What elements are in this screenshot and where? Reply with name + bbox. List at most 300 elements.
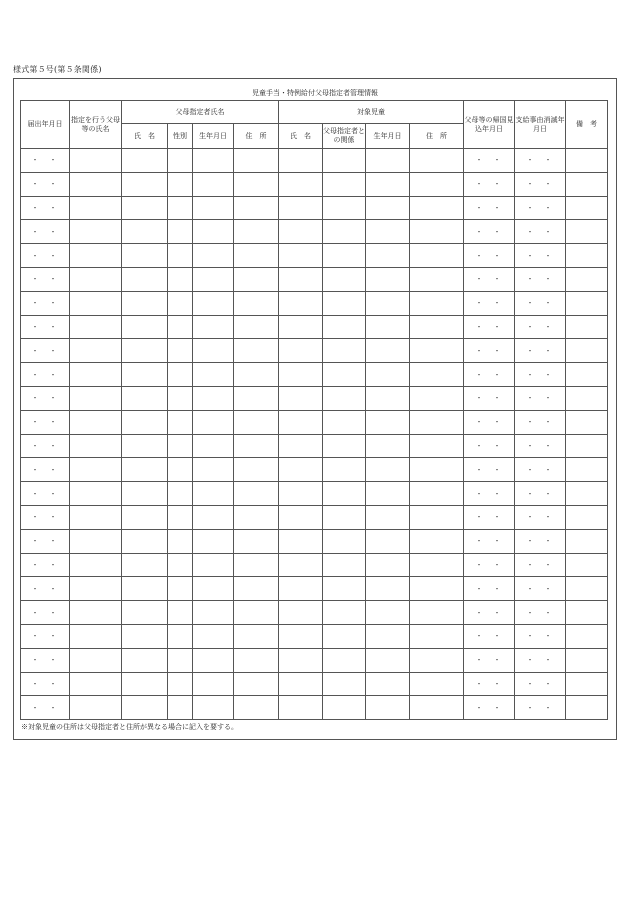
entry-cell[interactable]: [193, 291, 234, 315]
notification-date-cell[interactable]: ・ ・: [21, 648, 70, 672]
entry-cell[interactable]: [70, 196, 122, 220]
notification-date-cell[interactable]: ・ ・: [21, 267, 70, 291]
entry-cell[interactable]: [323, 577, 366, 601]
entry-cell[interactable]: [122, 267, 168, 291]
entry-cell[interactable]: [366, 315, 410, 339]
entry-cell[interactable]: [366, 410, 410, 434]
entry-cell[interactable]: [366, 196, 410, 220]
entry-cell[interactable]: [122, 291, 168, 315]
termination-date-cell[interactable]: ・ ・: [515, 696, 566, 720]
entry-cell[interactable]: [566, 386, 608, 410]
notification-date-cell[interactable]: ・ ・: [21, 363, 70, 387]
entry-cell[interactable]: [234, 672, 279, 696]
entry-cell[interactable]: [366, 339, 410, 363]
entry-cell[interactable]: [410, 172, 464, 196]
entry-cell[interactable]: [366, 458, 410, 482]
entry-cell[interactable]: [234, 648, 279, 672]
entry-cell[interactable]: [566, 672, 608, 696]
return-date-cell[interactable]: ・ ・: [464, 220, 515, 244]
entry-cell[interactable]: [234, 577, 279, 601]
entry-cell[interactable]: [323, 363, 366, 387]
entry-cell[interactable]: [168, 339, 193, 363]
entry-cell[interactable]: [70, 363, 122, 387]
entry-cell[interactable]: [323, 458, 366, 482]
entry-cell[interactable]: [566, 529, 608, 553]
entry-cell[interactable]: [279, 410, 323, 434]
entry-cell[interactable]: [323, 624, 366, 648]
entry-cell[interactable]: [410, 482, 464, 506]
entry-cell[interactable]: [193, 458, 234, 482]
termination-date-cell[interactable]: ・ ・: [515, 482, 566, 506]
entry-cell[interactable]: [122, 624, 168, 648]
entry-cell[interactable]: [193, 410, 234, 434]
entry-cell[interactable]: [70, 244, 122, 268]
entry-cell[interactable]: [234, 458, 279, 482]
return-date-cell[interactable]: ・ ・: [464, 291, 515, 315]
entry-cell[interactable]: [70, 291, 122, 315]
entry-cell[interactable]: [279, 624, 323, 648]
entry-cell[interactable]: [410, 220, 464, 244]
entry-cell[interactable]: [168, 291, 193, 315]
entry-cell[interactable]: [234, 482, 279, 506]
entry-cell[interactable]: [410, 458, 464, 482]
entry-cell[interactable]: [193, 529, 234, 553]
entry-cell[interactable]: [122, 505, 168, 529]
entry-cell[interactable]: [168, 624, 193, 648]
entry-cell[interactable]: [122, 363, 168, 387]
entry-cell[interactable]: [193, 220, 234, 244]
entry-cell[interactable]: [323, 648, 366, 672]
entry-cell[interactable]: [168, 220, 193, 244]
entry-cell[interactable]: [122, 648, 168, 672]
entry-cell[interactable]: [323, 220, 366, 244]
notification-date-cell[interactable]: ・ ・: [21, 577, 70, 601]
termination-date-cell[interactable]: ・ ・: [515, 196, 566, 220]
entry-cell[interactable]: [279, 149, 323, 173]
entry-cell[interactable]: [566, 505, 608, 529]
entry-cell[interactable]: [168, 363, 193, 387]
entry-cell[interactable]: [366, 505, 410, 529]
entry-cell[interactable]: [279, 172, 323, 196]
entry-cell[interactable]: [168, 315, 193, 339]
entry-cell[interactable]: [234, 529, 279, 553]
entry-cell[interactable]: [323, 505, 366, 529]
entry-cell[interactable]: [122, 339, 168, 363]
return-date-cell[interactable]: ・ ・: [464, 267, 515, 291]
entry-cell[interactable]: [70, 553, 122, 577]
entry-cell[interactable]: [323, 172, 366, 196]
entry-cell[interactable]: [410, 386, 464, 410]
return-date-cell[interactable]: ・ ・: [464, 172, 515, 196]
notification-date-cell[interactable]: ・ ・: [21, 624, 70, 648]
entry-cell[interactable]: [279, 434, 323, 458]
entry-cell[interactable]: [566, 339, 608, 363]
entry-cell[interactable]: [323, 696, 366, 720]
entry-cell[interactable]: [168, 434, 193, 458]
entry-cell[interactable]: [193, 648, 234, 672]
termination-date-cell[interactable]: ・ ・: [515, 410, 566, 434]
entry-cell[interactable]: [279, 339, 323, 363]
return-date-cell[interactable]: ・ ・: [464, 149, 515, 173]
termination-date-cell[interactable]: ・ ・: [515, 386, 566, 410]
return-date-cell[interactable]: ・ ・: [464, 624, 515, 648]
entry-cell[interactable]: [122, 149, 168, 173]
return-date-cell[interactable]: ・ ・: [464, 601, 515, 625]
entry-cell[interactable]: [366, 553, 410, 577]
notification-date-cell[interactable]: ・ ・: [21, 220, 70, 244]
entry-cell[interactable]: [122, 601, 168, 625]
entry-cell[interactable]: [366, 244, 410, 268]
entry-cell[interactable]: [279, 220, 323, 244]
termination-date-cell[interactable]: ・ ・: [515, 220, 566, 244]
termination-date-cell[interactable]: ・ ・: [515, 601, 566, 625]
return-date-cell[interactable]: ・ ・: [464, 386, 515, 410]
notification-date-cell[interactable]: ・ ・: [21, 244, 70, 268]
entry-cell[interactable]: [70, 648, 122, 672]
return-date-cell[interactable]: ・ ・: [464, 553, 515, 577]
entry-cell[interactable]: [234, 291, 279, 315]
entry-cell[interactable]: [234, 624, 279, 648]
entry-cell[interactable]: [366, 291, 410, 315]
entry-cell[interactable]: [366, 601, 410, 625]
termination-date-cell[interactable]: ・ ・: [515, 624, 566, 648]
entry-cell[interactable]: [234, 172, 279, 196]
entry-cell[interactable]: [122, 244, 168, 268]
entry-cell[interactable]: [234, 553, 279, 577]
entry-cell[interactable]: [168, 696, 193, 720]
entry-cell[interactable]: [366, 149, 410, 173]
entry-cell[interactable]: [70, 149, 122, 173]
entry-cell[interactable]: [566, 363, 608, 387]
entry-cell[interactable]: [410, 267, 464, 291]
return-date-cell[interactable]: ・ ・: [464, 339, 515, 363]
entry-cell[interactable]: [234, 410, 279, 434]
entry-cell[interactable]: [193, 434, 234, 458]
entry-cell[interactable]: [323, 244, 366, 268]
termination-date-cell[interactable]: ・ ・: [515, 149, 566, 173]
entry-cell[interactable]: [234, 505, 279, 529]
entry-cell[interactable]: [70, 172, 122, 196]
entry-cell[interactable]: [168, 410, 193, 434]
entry-cell[interactable]: [410, 672, 464, 696]
entry-cell[interactable]: [70, 529, 122, 553]
entry-cell[interactable]: [168, 482, 193, 506]
entry-cell[interactable]: [193, 315, 234, 339]
entry-cell[interactable]: [366, 624, 410, 648]
termination-date-cell[interactable]: ・ ・: [515, 363, 566, 387]
entry-cell[interactable]: [193, 363, 234, 387]
entry-cell[interactable]: [279, 553, 323, 577]
entry-cell[interactable]: [168, 648, 193, 672]
entry-cell[interactable]: [566, 624, 608, 648]
entry-cell[interactable]: [193, 672, 234, 696]
entry-cell[interactable]: [566, 696, 608, 720]
notification-date-cell[interactable]: ・ ・: [21, 696, 70, 720]
entry-cell[interactable]: [122, 386, 168, 410]
entry-cell[interactable]: [279, 577, 323, 601]
entry-cell[interactable]: [193, 244, 234, 268]
termination-date-cell[interactable]: ・ ・: [515, 434, 566, 458]
return-date-cell[interactable]: ・ ・: [464, 577, 515, 601]
entry-cell[interactable]: [566, 267, 608, 291]
termination-date-cell[interactable]: ・ ・: [515, 244, 566, 268]
entry-cell[interactable]: [122, 434, 168, 458]
termination-date-cell[interactable]: ・ ・: [515, 553, 566, 577]
entry-cell[interactable]: [279, 601, 323, 625]
termination-date-cell[interactable]: ・ ・: [515, 267, 566, 291]
entry-cell[interactable]: [122, 672, 168, 696]
entry-cell[interactable]: [70, 458, 122, 482]
entry-cell[interactable]: [566, 149, 608, 173]
termination-date-cell[interactable]: ・ ・: [515, 577, 566, 601]
entry-cell[interactable]: [279, 696, 323, 720]
entry-cell[interactable]: [279, 482, 323, 506]
entry-cell[interactable]: [279, 244, 323, 268]
entry-cell[interactable]: [70, 601, 122, 625]
entry-cell[interactable]: [279, 363, 323, 387]
entry-cell[interactable]: [122, 196, 168, 220]
entry-cell[interactable]: [70, 696, 122, 720]
entry-cell[interactable]: [366, 220, 410, 244]
entry-cell[interactable]: [410, 577, 464, 601]
entry-cell[interactable]: [70, 577, 122, 601]
entry-cell[interactable]: [193, 339, 234, 363]
entry-cell[interactable]: [366, 672, 410, 696]
entry-cell[interactable]: [279, 315, 323, 339]
entry-cell[interactable]: [566, 410, 608, 434]
entry-cell[interactable]: [168, 577, 193, 601]
return-date-cell[interactable]: ・ ・: [464, 505, 515, 529]
entry-cell[interactable]: [168, 196, 193, 220]
entry-cell[interactable]: [323, 291, 366, 315]
entry-cell[interactable]: [410, 244, 464, 268]
notification-date-cell[interactable]: ・ ・: [21, 196, 70, 220]
entry-cell[interactable]: [366, 648, 410, 672]
entry-cell[interactable]: [566, 577, 608, 601]
entry-cell[interactable]: [566, 172, 608, 196]
termination-date-cell[interactable]: ・ ・: [515, 648, 566, 672]
entry-cell[interactable]: [234, 434, 279, 458]
entry-cell[interactable]: [410, 434, 464, 458]
return-date-cell[interactable]: ・ ・: [464, 529, 515, 553]
entry-cell[interactable]: [566, 196, 608, 220]
entry-cell[interactable]: [279, 291, 323, 315]
entry-cell[interactable]: [323, 672, 366, 696]
entry-cell[interactable]: [234, 244, 279, 268]
return-date-cell[interactable]: ・ ・: [464, 244, 515, 268]
entry-cell[interactable]: [566, 434, 608, 458]
entry-cell[interactable]: [168, 149, 193, 173]
entry-cell[interactable]: [323, 410, 366, 434]
entry-cell[interactable]: [122, 458, 168, 482]
return-date-cell[interactable]: ・ ・: [464, 458, 515, 482]
entry-cell[interactable]: [410, 410, 464, 434]
entry-cell[interactable]: [122, 529, 168, 553]
entry-cell[interactable]: [168, 672, 193, 696]
termination-date-cell[interactable]: ・ ・: [515, 672, 566, 696]
termination-date-cell[interactable]: ・ ・: [515, 529, 566, 553]
termination-date-cell[interactable]: ・ ・: [515, 505, 566, 529]
termination-date-cell[interactable]: ・ ・: [515, 291, 566, 315]
entry-cell[interactable]: [279, 505, 323, 529]
termination-date-cell[interactable]: ・ ・: [515, 458, 566, 482]
entry-cell[interactable]: [193, 482, 234, 506]
entry-cell[interactable]: [70, 339, 122, 363]
notification-date-cell[interactable]: ・ ・: [21, 601, 70, 625]
entry-cell[interactable]: [410, 363, 464, 387]
entry-cell[interactable]: [566, 291, 608, 315]
entry-cell[interactable]: [323, 149, 366, 173]
notification-date-cell[interactable]: ・ ・: [21, 505, 70, 529]
entry-cell[interactable]: [70, 386, 122, 410]
entry-cell[interactable]: [410, 196, 464, 220]
return-date-cell[interactable]: ・ ・: [464, 315, 515, 339]
entry-cell[interactable]: [193, 553, 234, 577]
entry-cell[interactable]: [410, 553, 464, 577]
notification-date-cell[interactable]: ・ ・: [21, 672, 70, 696]
entry-cell[interactable]: [122, 577, 168, 601]
entry-cell[interactable]: [168, 601, 193, 625]
entry-cell[interactable]: [410, 149, 464, 173]
entry-cell[interactable]: [566, 220, 608, 244]
entry-cell[interactable]: [168, 529, 193, 553]
entry-cell[interactable]: [323, 386, 366, 410]
return-date-cell[interactable]: ・ ・: [464, 196, 515, 220]
entry-cell[interactable]: [168, 244, 193, 268]
entry-cell[interactable]: [70, 482, 122, 506]
entry-cell[interactable]: [168, 553, 193, 577]
entry-cell[interactable]: [279, 672, 323, 696]
entry-cell[interactable]: [566, 648, 608, 672]
entry-cell[interactable]: [193, 624, 234, 648]
entry-cell[interactable]: [410, 624, 464, 648]
notification-date-cell[interactable]: ・ ・: [21, 339, 70, 363]
entry-cell[interactable]: [234, 386, 279, 410]
notification-date-cell[interactable]: ・ ・: [21, 291, 70, 315]
entry-cell[interactable]: [323, 529, 366, 553]
entry-cell[interactable]: [193, 696, 234, 720]
notification-date-cell[interactable]: ・ ・: [21, 386, 70, 410]
entry-cell[interactable]: [234, 196, 279, 220]
entry-cell[interactable]: [366, 363, 410, 387]
entry-cell[interactable]: [168, 458, 193, 482]
entry-cell[interactable]: [70, 505, 122, 529]
entry-cell[interactable]: [410, 291, 464, 315]
return-date-cell[interactable]: ・ ・: [464, 482, 515, 506]
entry-cell[interactable]: [410, 505, 464, 529]
entry-cell[interactable]: [193, 601, 234, 625]
entry-cell[interactable]: [193, 149, 234, 173]
entry-cell[interactable]: [366, 172, 410, 196]
entry-cell[interactable]: [410, 601, 464, 625]
entry-cell[interactable]: [566, 553, 608, 577]
notification-date-cell[interactable]: ・ ・: [21, 434, 70, 458]
entry-cell[interactable]: [122, 172, 168, 196]
entry-cell[interactable]: [193, 196, 234, 220]
entry-cell[interactable]: [323, 601, 366, 625]
entry-cell[interactable]: [168, 505, 193, 529]
entry-cell[interactable]: [168, 172, 193, 196]
notification-date-cell[interactable]: ・ ・: [21, 315, 70, 339]
entry-cell[interactable]: [193, 172, 234, 196]
notification-date-cell[interactable]: ・ ・: [21, 172, 70, 196]
return-date-cell[interactable]: ・ ・: [464, 672, 515, 696]
entry-cell[interactable]: [366, 386, 410, 410]
entry-cell[interactable]: [168, 267, 193, 291]
notification-date-cell[interactable]: ・ ・: [21, 482, 70, 506]
entry-cell[interactable]: [234, 339, 279, 363]
entry-cell[interactable]: [193, 505, 234, 529]
entry-cell[interactable]: [193, 386, 234, 410]
entry-cell[interactable]: [70, 434, 122, 458]
entry-cell[interactable]: [566, 601, 608, 625]
entry-cell[interactable]: [366, 696, 410, 720]
entry-cell[interactable]: [366, 529, 410, 553]
return-date-cell[interactable]: ・ ・: [464, 410, 515, 434]
entry-cell[interactable]: [323, 315, 366, 339]
entry-cell[interactable]: [70, 220, 122, 244]
notification-date-cell[interactable]: ・ ・: [21, 458, 70, 482]
entry-cell[interactable]: [323, 267, 366, 291]
entry-cell[interactable]: [70, 267, 122, 291]
entry-cell[interactable]: [122, 315, 168, 339]
entry-cell[interactable]: [122, 482, 168, 506]
entry-cell[interactable]: [70, 624, 122, 648]
entry-cell[interactable]: [279, 386, 323, 410]
entry-cell[interactable]: [410, 648, 464, 672]
notification-date-cell[interactable]: ・ ・: [21, 553, 70, 577]
return-date-cell[interactable]: ・ ・: [464, 363, 515, 387]
entry-cell[interactable]: [566, 482, 608, 506]
entry-cell[interactable]: [70, 410, 122, 434]
entry-cell[interactable]: [410, 696, 464, 720]
entry-cell[interactable]: [234, 601, 279, 625]
entry-cell[interactable]: [410, 339, 464, 363]
entry-cell[interactable]: [279, 529, 323, 553]
entry-cell[interactable]: [193, 267, 234, 291]
notification-date-cell[interactable]: ・ ・: [21, 529, 70, 553]
return-date-cell[interactable]: ・ ・: [464, 696, 515, 720]
termination-date-cell[interactable]: ・ ・: [515, 172, 566, 196]
entry-cell[interactable]: [366, 577, 410, 601]
entry-cell[interactable]: [122, 696, 168, 720]
entry-cell[interactable]: [410, 315, 464, 339]
entry-cell[interactable]: [366, 482, 410, 506]
entry-cell[interactable]: [323, 196, 366, 220]
entry-cell[interactable]: [323, 339, 366, 363]
entry-cell[interactable]: [234, 363, 279, 387]
entry-cell[interactable]: [323, 434, 366, 458]
entry-cell[interactable]: [279, 648, 323, 672]
notification-date-cell[interactable]: ・ ・: [21, 149, 70, 173]
entry-cell[interactable]: [279, 267, 323, 291]
entry-cell[interactable]: [566, 315, 608, 339]
notification-date-cell[interactable]: ・ ・: [21, 410, 70, 434]
entry-cell[interactable]: [234, 315, 279, 339]
entry-cell[interactable]: [234, 149, 279, 173]
entry-cell[interactable]: [279, 458, 323, 482]
entry-cell[interactable]: [323, 553, 366, 577]
entry-cell[interactable]: [234, 220, 279, 244]
entry-cell[interactable]: [168, 386, 193, 410]
entry-cell[interactable]: [234, 696, 279, 720]
entry-cell[interactable]: [122, 220, 168, 244]
return-date-cell[interactable]: ・ ・: [464, 434, 515, 458]
entry-cell[interactable]: [279, 196, 323, 220]
entry-cell[interactable]: [193, 577, 234, 601]
termination-date-cell[interactable]: ・ ・: [515, 339, 566, 363]
entry-cell[interactable]: [122, 410, 168, 434]
